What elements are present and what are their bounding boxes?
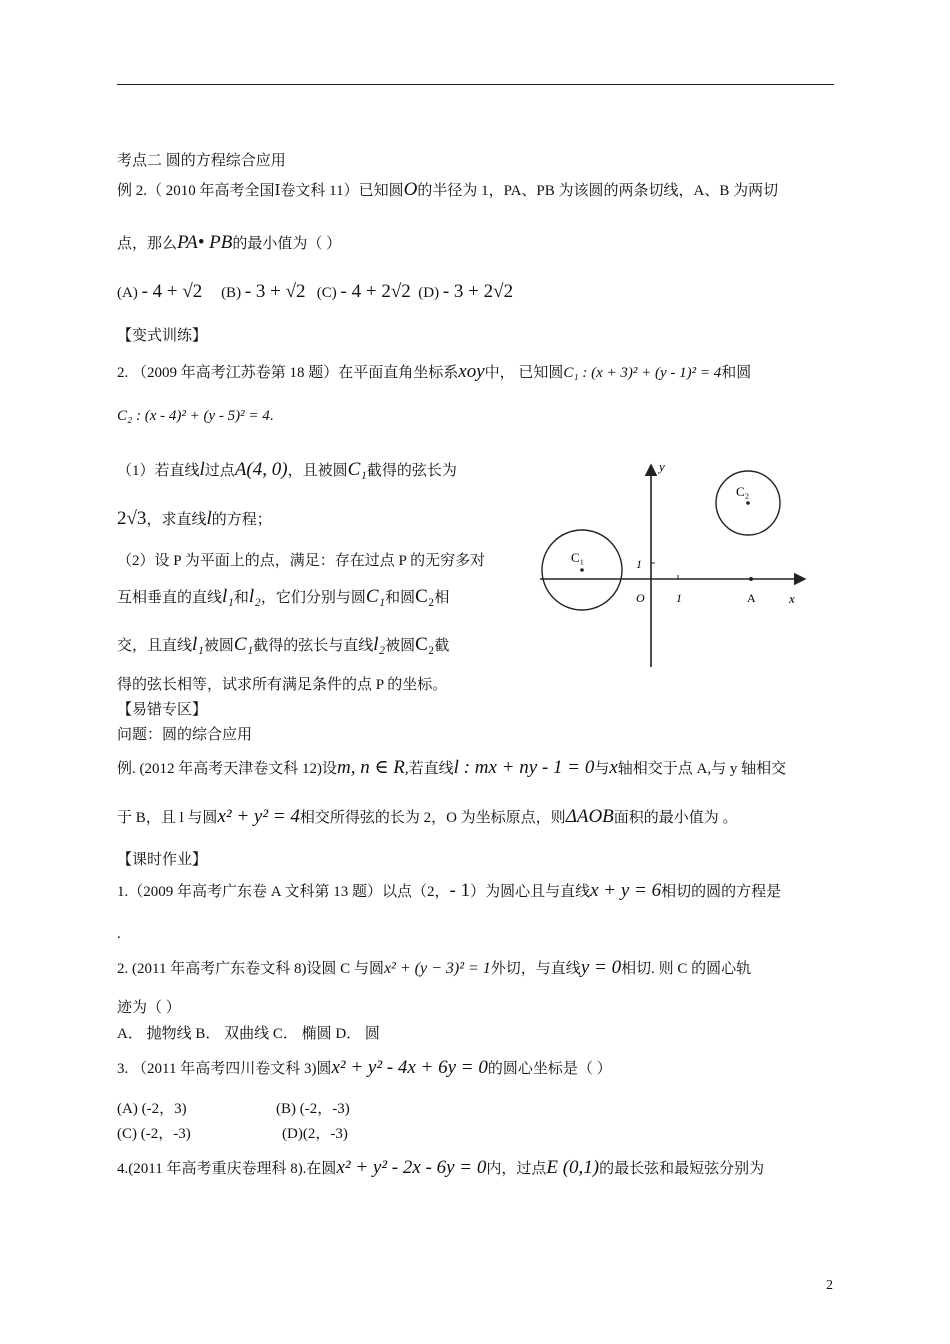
homework-1-line-2: . (117, 926, 121, 942)
circle-c1-center (580, 568, 584, 572)
point-a (749, 577, 753, 581)
homework-heading: 【课时作业】 (117, 852, 208, 868)
y-axis-label: y (659, 459, 665, 474)
x-axis-label: x (789, 591, 795, 606)
problem-topic: 问题：圆的综合应用 (117, 727, 253, 743)
part-2-line-3: 交，且直线l₁被圆C₁截得的弦长与直线l₂被圆C₂截 (117, 634, 450, 655)
homework-1-line-1: 1.（2009 年高考广东卷 A 文科第 13 题）以点（2，- 1）为圆心且与直线x + y = 6相切的圆的方程是 (117, 880, 782, 901)
part-1-line-1: （1）若直线l过点A(4, 0)，且被圆C₁截得的弦长为 (117, 459, 457, 480)
homework-3-line-1: 3. （2011 年高考四川卷文科 3)圆x² + y² - 4x + 6y = 0的圆心坐标是（ ） (117, 1057, 612, 1078)
problem-2-line-2: C₂ : (x - 4)² + (y - 5)² = 4. (117, 408, 274, 424)
section-title: 考点二 圆的方程综合应用 (117, 153, 286, 169)
homework-2-options: A． 抛物线 B． 双曲线 C． 椭圆 D． 圆 (117, 1026, 380, 1042)
y-tick-label: 1 (636, 557, 642, 571)
common-errors-heading: 【易错专区】 (117, 702, 208, 718)
part-2-line-1: （2）设 P 为平面上的点，满足：存在过点 P 的无穷多对 (117, 553, 486, 569)
example-line-2: 于 B，且 l 与圆x² + y² = 4相交所得弦的长为 2，O 为坐标原点，则ΔAOB面积的最小值为 。 (117, 806, 738, 827)
c2-label: C₂ (736, 484, 750, 499)
c1-label: C₁ (571, 550, 585, 565)
x-tick-label: 1 (676, 591, 682, 605)
part-1-line-2: 2√3，求直线l的方程； (117, 508, 272, 529)
homework-3-option-d: (D)(2，-3) (282, 1126, 348, 1142)
point-a-label: A (747, 591, 756, 605)
example-2-options: (A) - 4 + √2 (B) - 3 + √2 (C) - 4 + 2√2 (D) - 3 + 2√2 (117, 281, 514, 302)
homework-2-line-2: 迹为（ ） (117, 1000, 181, 1016)
homework-4-line-1: 4.(2011 年高考重庆卷理科 8).在圆x² + y² - 2x - 6y = 0内，过点E (0,1)的最长弦和最短弦分别为 (117, 1157, 765, 1178)
coordinate-figure (535, 455, 825, 675)
homework-3-option-b: (B) (-2，-3) (276, 1101, 350, 1117)
homework-3-option-c: (C) (-2，-3) (117, 1126, 191, 1142)
circle-c2-center (746, 501, 750, 505)
origin-label: O (636, 591, 645, 605)
example-line-1: 例. (2012 年高考天津卷文科 12)设m, n ∈ R,若直线l : mx + ny - 1 = 0与x轴相交于点 A,与 y 轴相交 (117, 757, 787, 778)
header-rule (117, 84, 834, 85)
practice-heading: 【变式训练】 (117, 328, 208, 344)
homework-3-option-a: (A) (-2，3) (117, 1101, 187, 1117)
part-2-line-4: 得的弦长相等，试求所有满足条件的点 P 的坐标。 (117, 677, 448, 693)
part-2-line-2: 互相垂直的直线l₁和l₂，它们分别与圆C₁和圆C₂相 (117, 586, 450, 607)
page-number: 2 (826, 1278, 833, 1293)
example-2-line-1: 例 2.（ 2010 年高考全国Ⅰ卷文科 11）已知圆O的半径为 1，PA、PB 为该圆的两条切线，A、B 为两切 (117, 179, 779, 200)
homework-2-line-1: 2. (2011 年高考广东卷文科 8)设圆 C 与圆x² + (y − 3)² = 1外切，与直线y = 0相切. 则 C 的圆心轨 (117, 957, 752, 978)
example-2-line-2: 点，那么PA• PB的最小值为（ ） (117, 232, 342, 253)
problem-2-line-1: 2. （2009 年高考江苏卷第 18 题）在平面直角坐标系xoy中， 已知圆C₁ : (x + 3)² + (y - 1)² = 4和圆 (117, 361, 752, 382)
